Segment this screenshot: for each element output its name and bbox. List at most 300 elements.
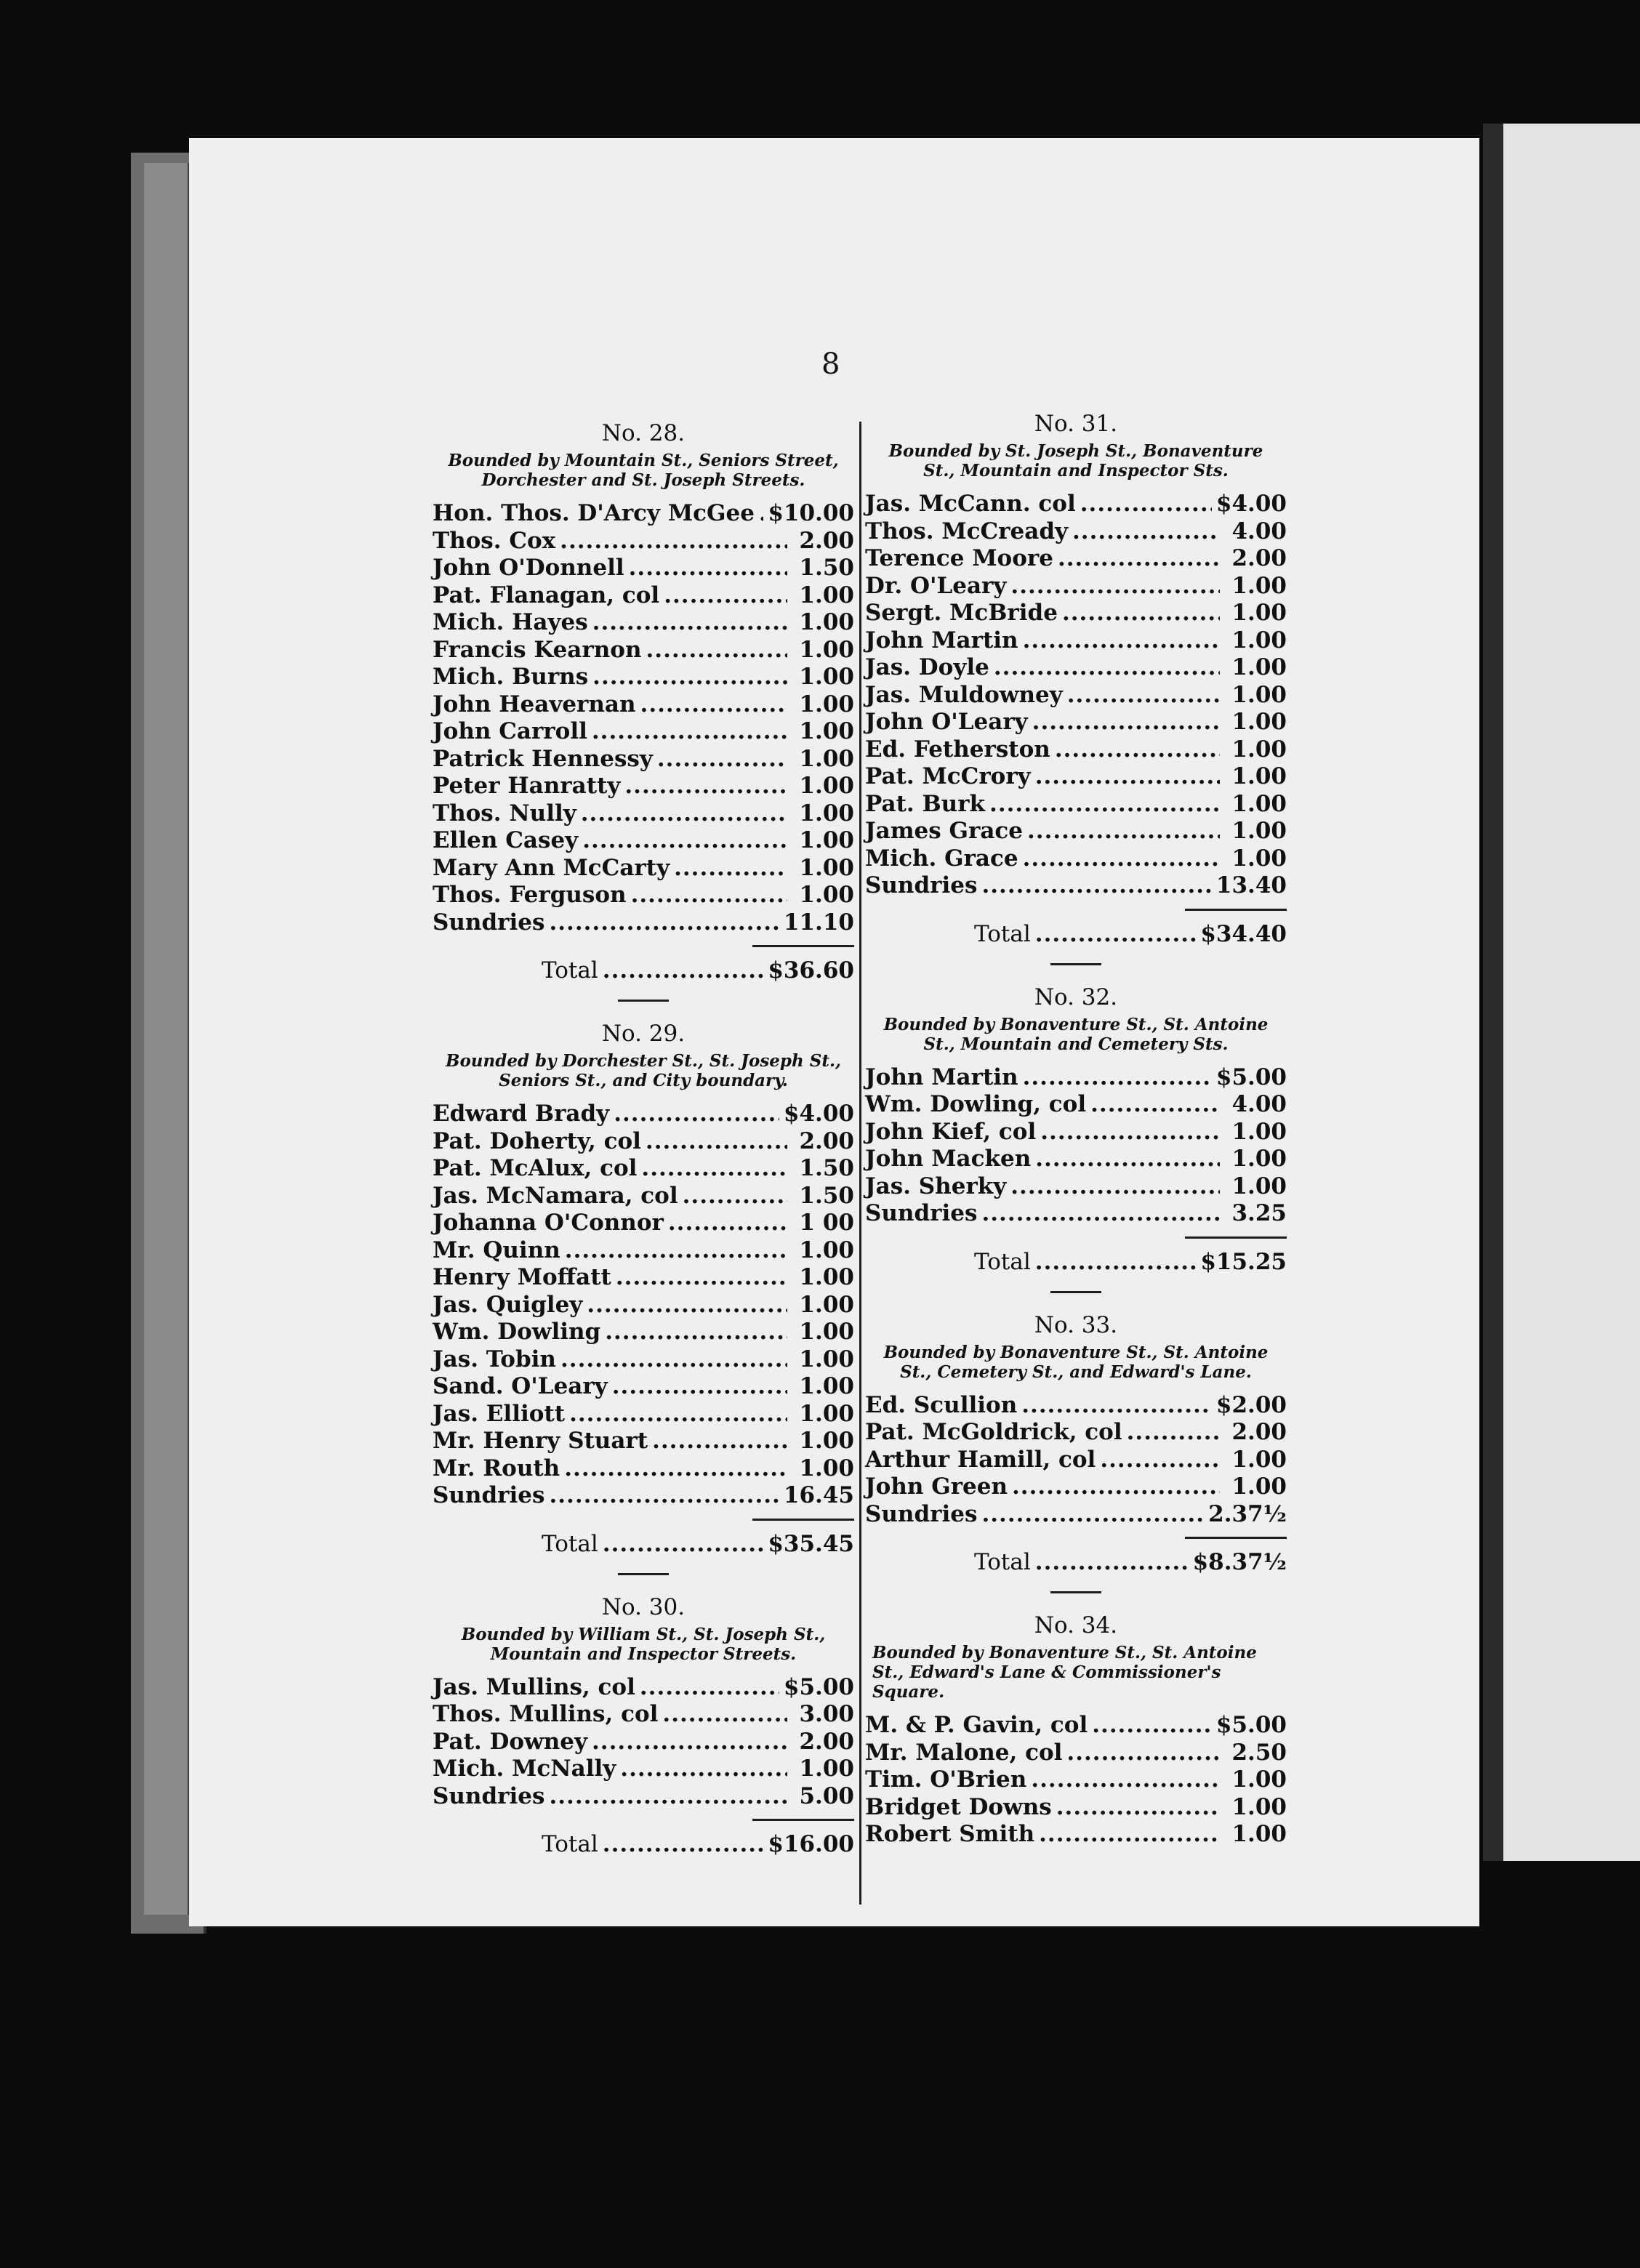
ward-number-heading: No. 28. [601, 420, 686, 446]
subscription-amount: 1.00 [1231, 627, 1287, 654]
subscription-entry [433, 1428, 854, 1455]
subscription-entry [433, 555, 854, 582]
subscription-amount: 1.00 [799, 854, 854, 881]
ward-total-amount: $15.25 [1200, 1248, 1287, 1275]
subscriber-name: Mich. Burns [433, 664, 589, 690]
ward-section [865, 1312, 1287, 1594]
subscription-entry [865, 1740, 1287, 1767]
subscription-amount: $4.00 [783, 1101, 854, 1127]
subscription-amount: 1.00 [799, 745, 854, 772]
dot-leader [662, 1701, 787, 1729]
subscription-entry [433, 855, 854, 882]
subscriber-name: Mr. Henry Stuart [433, 1428, 648, 1454]
subscriber-name: Jas. McNamara, col [433, 1182, 678, 1209]
total-rule [1185, 909, 1287, 911]
subscription-entry [865, 1119, 1287, 1146]
subscriber-name: Pat. McGoldrick, col [865, 1419, 1122, 1445]
dot-leader [587, 1292, 787, 1319]
subscriber-name: Sundries [433, 1782, 545, 1809]
right-column [865, 411, 1287, 1867]
subscription-amount: $5.00 [1215, 1712, 1287, 1738]
subscription-entry [433, 1373, 854, 1401]
subscriber-name: Sundries [433, 909, 545, 936]
dot-leader [629, 555, 787, 582]
subscription-amount: 16.45 [783, 1482, 854, 1508]
subscription-amount: 1.00 [1231, 1766, 1287, 1793]
subscription-entry [433, 773, 854, 800]
subscription-entry [865, 1501, 1287, 1529]
dot-leader [1035, 918, 1197, 950]
ward-total-amount: $34.40 [1200, 920, 1287, 947]
ward-boundary-description: Bounded by William St., St. Joseph St., Mountain and Inspector Streets. [461, 1624, 826, 1664]
total-rule [752, 1519, 854, 1521]
subscription-amount: 1.00 [1231, 1793, 1287, 1820]
dot-leader [592, 718, 787, 746]
book-gutter [1483, 124, 1503, 1861]
subscriber-name: John O'Leary [865, 709, 1028, 735]
total-label: Total [542, 1530, 598, 1557]
subscriber-name: Wm. Dowling [433, 1319, 601, 1345]
subscription-entry [433, 1264, 854, 1292]
subscriber-name: Ed. Fetherston [865, 736, 1050, 763]
subscription-entry [433, 718, 854, 746]
dot-leader [616, 1264, 787, 1292]
subscription-entry [865, 791, 1287, 819]
ward-boundary-description: Bounded by Dorchester St., St. Joseph St., Seniors St., and City boundary. [446, 1051, 841, 1090]
ward-section [865, 411, 1287, 965]
subscription-entry [433, 827, 854, 855]
subscription-amount: $4.00 [1215, 491, 1287, 517]
dot-leader [981, 872, 1211, 900]
ward-number-heading: No. 30. [601, 1593, 686, 1620]
subscription-entry [433, 1210, 854, 1237]
dot-leader [683, 1183, 787, 1210]
subscription-amount: $2.00 [1215, 1391, 1287, 1418]
ward-total-row [865, 1246, 1287, 1278]
subscriber-name: Wm. Dowling, col [865, 1091, 1087, 1117]
subscriber-name: Mich. Hayes [433, 609, 588, 635]
dot-leader [674, 855, 787, 882]
dot-leader [646, 637, 787, 664]
subscription-entry [865, 763, 1287, 791]
subscription-amount: 1.00 [799, 1428, 854, 1454]
ward-number-heading: No. 33. [1034, 1311, 1118, 1338]
subscription-amount: 1.00 [799, 609, 854, 635]
subscription-amount: 1.00 [799, 718, 854, 744]
dot-leader [1035, 1546, 1189, 1578]
subscriber-name: Jas. Mullins, col [433, 1673, 635, 1700]
subscription-amount: 13.40 [1215, 872, 1287, 898]
subscription-amount: 1.00 [1231, 1146, 1287, 1172]
subscriber-name: Sundries [865, 872, 978, 898]
subscriber-name: John Heavernan [433, 691, 636, 717]
total-label: Total [542, 957, 598, 984]
subscriber-name: Edward Brady [433, 1101, 610, 1127]
dot-leader [1035, 1146, 1220, 1173]
dot-leader [759, 500, 763, 528]
subscription-entry [433, 1674, 854, 1702]
subscription-entry [865, 573, 1287, 600]
subscriber-name: Robert Smith [865, 1821, 1035, 1847]
ward-total-row [865, 1546, 1287, 1578]
subscriber-name: Francis Kearnon [433, 636, 642, 663]
subscriber-name: Bridget Downs [865, 1793, 1052, 1820]
ward-section [433, 420, 854, 1002]
subscriber-name: Thos. Cox [433, 527, 556, 554]
ward-section [865, 1612, 1287, 1849]
subscriber-name: Pat. Downey [433, 1728, 587, 1755]
subscription-entry [433, 1237, 854, 1265]
dot-leader [664, 582, 787, 610]
subscription-entry [865, 1712, 1287, 1740]
ward-boundary-description: Bounded by Bonaventure St., St. Antoine St., Edward's Lane & Commissioner's Square. [872, 1643, 1257, 1702]
dot-leader [640, 691, 787, 719]
subscription-amount: 2.00 [1231, 1419, 1287, 1445]
subscription-amount: 1.00 [799, 773, 854, 799]
dot-leader [981, 1501, 1204, 1529]
subscriber-name: Jas. Sherky [865, 1173, 1007, 1199]
section-separator [1050, 963, 1101, 965]
page-number: 8 [821, 347, 840, 381]
subscription-entry [433, 1319, 854, 1346]
subscription-entry [865, 1766, 1287, 1794]
ward-total-amount: $36.60 [768, 957, 854, 984]
subscriber-name: Ellen Casey [433, 827, 579, 853]
dot-leader [1072, 518, 1220, 546]
dot-leader [1092, 1712, 1212, 1740]
subscription-amount: 1.00 [1231, 845, 1287, 872]
subscriber-name: Jas. Quigley [433, 1291, 583, 1318]
subscription-amount: 1.00 [799, 636, 854, 663]
subscription-amount: 1.00 [1231, 1821, 1287, 1847]
subscriber-name: Mich. McNally [433, 1756, 616, 1782]
subscriber-name: Arthur Hamill, col [865, 1446, 1096, 1473]
dot-leader [652, 1428, 787, 1455]
dot-leader [564, 1455, 787, 1483]
subscription-amount: 1.00 [1231, 600, 1287, 626]
subscription-entry [433, 637, 854, 664]
subscriber-name: M. & P. Gavin, col [865, 1712, 1088, 1738]
subscription-entry [865, 1821, 1287, 1849]
subscription-entry [433, 1729, 854, 1756]
subscriber-name: Mr. Malone, col [865, 1739, 1063, 1766]
ward-section [433, 1021, 854, 1575]
subscription-amount: $5.00 [783, 1673, 854, 1700]
subscriber-name: Thos. Ferguson [433, 882, 627, 908]
dot-leader [1012, 1473, 1220, 1501]
subscription-amount: 1.00 [1231, 654, 1287, 680]
subscription-entry [865, 627, 1287, 655]
subscriber-name: Sundries [865, 1200, 978, 1226]
subscription-amount: 1.00 [1231, 736, 1287, 763]
subscription-entry [865, 1419, 1287, 1447]
dot-leader [581, 800, 787, 828]
subscription-amount: 1.00 [1231, 790, 1287, 817]
subscriber-name: John O'Donnell [433, 555, 624, 581]
subscription-entry [865, 654, 1287, 682]
subscriber-name: Mary Ann McCarty [433, 854, 670, 881]
dot-leader [1023, 627, 1220, 655]
subscription-entry [433, 1128, 854, 1156]
subscription-amount: 1.00 [1231, 709, 1287, 735]
ward-total-row [433, 954, 854, 986]
dot-leader [989, 791, 1220, 819]
subscriber-name: Henry Moffatt [433, 1264, 611, 1290]
dot-leader [1100, 1447, 1220, 1474]
subscriber-name: Pat. McCrory [865, 763, 1031, 789]
subscriber-name: James Grace [865, 818, 1024, 844]
subscription-amount: 2.50 [1231, 1739, 1287, 1766]
dot-leader [1021, 1392, 1212, 1420]
dot-leader [1056, 1794, 1220, 1822]
subscription-amount: 1.00 [799, 582, 854, 608]
subscriber-name: Terence Moore [865, 545, 1053, 571]
dot-leader [549, 1482, 779, 1510]
dot-leader [560, 1346, 787, 1374]
dot-leader [1035, 1246, 1197, 1278]
subscriber-name: Mich. Grace [865, 845, 1018, 872]
subscription-amount: 1.00 [799, 691, 854, 717]
subscription-entry [433, 1455, 854, 1483]
ward-section [433, 1594, 854, 1861]
dot-leader [1035, 763, 1220, 791]
subscription-amount: 1.00 [1231, 763, 1287, 789]
subscription-entry [865, 545, 1287, 573]
subscription-amount: 1.00 [799, 1319, 854, 1345]
subscription-entry [433, 1701, 854, 1729]
subscription-entry [865, 1392, 1287, 1420]
subscription-entry [433, 528, 854, 555]
subscription-amount: 1.00 [799, 1346, 854, 1372]
dot-leader [1040, 1119, 1220, 1146]
dot-leader [1080, 491, 1212, 518]
dot-leader [624, 773, 787, 800]
subscriber-name: Jas. Muldowney [865, 681, 1063, 708]
section-separator [618, 1573, 669, 1575]
subscriber-name: Hon. Thos. D'Arcy McGee [433, 500, 755, 526]
ward-boundary-description: Bounded by Bonaventure St., St. Antoine St., Cemetery St., and Edward's Lane. [883, 1342, 1269, 1382]
subscriber-name: Mr. Quinn [433, 1236, 560, 1263]
subscription-entry [433, 609, 854, 637]
subscription-amount: 1.00 [799, 1373, 854, 1399]
dot-leader [620, 1756, 787, 1783]
subscriber-name: Sergt. McBride [865, 600, 1058, 626]
dot-leader [1027, 818, 1220, 845]
subscription-entry [433, 1292, 854, 1319]
dot-leader [603, 954, 764, 986]
subscription-amount: 1.50 [799, 1155, 854, 1181]
subscription-entry [433, 691, 854, 719]
subscription-amount: 1.50 [799, 1182, 854, 1209]
ward-number-heading: No. 34. [1034, 1612, 1118, 1638]
subscription-entry [433, 746, 854, 773]
ward-section [865, 984, 1287, 1293]
subscription-entry [433, 1155, 854, 1183]
total-rule [1185, 1537, 1287, 1539]
dot-leader [1127, 1419, 1220, 1447]
subscriber-name: Jas. Tobin [433, 1346, 556, 1372]
subscription-entry [865, 1794, 1287, 1822]
dot-leader [668, 1210, 787, 1237]
dot-leader [1090, 1091, 1220, 1119]
dot-leader [565, 1237, 787, 1265]
dot-leader [603, 1828, 764, 1860]
subscription-entry [865, 1064, 1287, 1092]
subscription-entry [433, 582, 854, 610]
subscription-amount: $5.00 [1215, 1063, 1287, 1090]
subscription-amount: 2.00 [799, 1127, 854, 1154]
dot-leader [1023, 845, 1220, 873]
subscription-entry [433, 664, 854, 691]
subscription-entry [865, 872, 1287, 900]
subscription-entry [865, 1091, 1287, 1119]
subscription-amount: 11.10 [783, 909, 854, 936]
subscriber-name: Patrick Hennessy [433, 745, 653, 772]
subscription-amount: 1.00 [799, 800, 854, 827]
subscription-entry [433, 1756, 854, 1783]
subscription-entry [433, 800, 854, 828]
subscription-amount: 1.00 [799, 1455, 854, 1481]
total-label: Total [542, 1831, 598, 1857]
dot-leader [1067, 682, 1220, 709]
subscription-entry [433, 882, 854, 909]
dot-leader [981, 1200, 1220, 1228]
dot-leader [549, 909, 779, 937]
subscription-entry [865, 1447, 1287, 1474]
dot-leader [657, 746, 787, 773]
dot-leader [641, 1155, 787, 1183]
total-rule [1185, 1236, 1287, 1239]
subscription-entry [433, 1346, 854, 1374]
subscription-amount: 1.00 [1231, 1446, 1287, 1473]
dot-leader [614, 1101, 779, 1128]
dot-leader [640, 1674, 779, 1702]
subscription-amount: 1.00 [1231, 1173, 1287, 1199]
total-label: Total [974, 920, 1031, 947]
subscription-entry [433, 1101, 854, 1128]
subscription-amount: 4.00 [1231, 518, 1287, 544]
section-separator [1050, 1291, 1101, 1293]
dot-leader [1039, 1821, 1220, 1849]
subscriber-name: Dr. O'Leary [865, 572, 1007, 599]
subscriber-name: Thos. Mullins, col [433, 1701, 659, 1727]
subscriber-name: John Carroll [433, 718, 587, 744]
subscription-entry [433, 1482, 854, 1510]
ward-total-row [865, 918, 1287, 950]
dot-leader [592, 1729, 787, 1756]
subscription-amount: 2.00 [799, 1728, 854, 1755]
subscription-entry [865, 818, 1287, 845]
subscription-amount: 1.00 [799, 1236, 854, 1263]
ward-number-heading: No. 32. [1034, 984, 1118, 1010]
subscriber-name: Mr. Routh [433, 1455, 560, 1481]
subscription-entry [865, 600, 1287, 627]
subscriber-name: Sundries [865, 1500, 978, 1527]
subscription-amount: 1.00 [799, 1264, 854, 1290]
dot-leader [560, 528, 787, 555]
dot-leader [1066, 1740, 1220, 1767]
subscription-amount: 1 00 [799, 1210, 854, 1236]
dot-leader [1055, 736, 1220, 764]
dot-leader [1010, 573, 1220, 600]
dot-leader [592, 664, 787, 691]
subscription-entry [433, 1783, 854, 1811]
subscription-entry [865, 682, 1287, 709]
subscriber-name: John Green [865, 1473, 1008, 1500]
subscriber-name: John Kief, col [865, 1118, 1037, 1145]
subscriber-name: John Macken [865, 1146, 1032, 1172]
dot-leader [605, 1319, 787, 1346]
subscriber-name: John Martin [865, 627, 1018, 654]
subscriber-name: Pat. Burk [865, 790, 986, 817]
dot-leader [1058, 545, 1220, 573]
subscriber-name: Thos. Nully [433, 800, 576, 827]
subscription-amount: 1.00 [799, 1291, 854, 1318]
subscriber-name: Thos. McCready [865, 518, 1069, 544]
dot-leader [1032, 709, 1220, 736]
subscription-amount: 3.00 [799, 1701, 854, 1727]
left-column [433, 420, 854, 1879]
subscription-amount: 2.00 [799, 527, 854, 554]
subscription-entry [865, 518, 1287, 546]
subscription-entry [433, 500, 854, 528]
subscriber-name: Pat. Flanagan, col [433, 582, 660, 608]
subscription-entry [865, 1146, 1287, 1173]
dot-leader [646, 1128, 787, 1156]
subscription-amount: 4.00 [1231, 1091, 1287, 1117]
subscription-entry [865, 845, 1287, 873]
ward-total-row [433, 1828, 854, 1860]
subscriber-name: Jas. Elliott [433, 1400, 566, 1427]
total-label: Total [974, 1248, 1031, 1275]
subscription-amount: 5.00 [799, 1782, 854, 1809]
ward-number-heading: No. 29. [601, 1021, 686, 1047]
subscription-amount: 1.50 [799, 555, 854, 581]
ward-total-amount: $8.37½ [1192, 1549, 1287, 1575]
subscription-entry [865, 736, 1287, 764]
subscriber-name: Ed. Scullion [865, 1391, 1018, 1418]
subscription-amount: 1.00 [799, 1400, 854, 1427]
dot-leader [549, 1783, 787, 1811]
total-label: Total [974, 1549, 1031, 1575]
subscription-entry [865, 1173, 1287, 1201]
subscriber-name: Peter Hanratty [433, 773, 621, 799]
subscriber-name: Tim. O'Brien [865, 1766, 1027, 1793]
dot-leader [569, 1401, 787, 1428]
ward-total-row [433, 1528, 854, 1560]
dot-leader [1010, 1173, 1220, 1201]
subscription-amount: $10.00 [768, 500, 854, 526]
subscription-amount: 1.00 [799, 664, 854, 690]
subscription-amount: 1.00 [1231, 818, 1287, 844]
subscription-entry [865, 491, 1287, 518]
subscription-entry [433, 1183, 854, 1210]
dot-leader [1023, 1064, 1212, 1092]
subscription-amount: 2.37½ [1208, 1500, 1287, 1527]
subscriber-name: John Martin [865, 1063, 1018, 1090]
subscriber-name: Jas. Doyle [865, 654, 989, 680]
subscription-amount: 3.25 [1231, 1200, 1287, 1226]
dot-leader [631, 882, 787, 909]
dot-leader [592, 609, 787, 637]
section-separator [618, 1000, 669, 1002]
page-bevel [144, 163, 190, 1915]
subscriber-name: Pat. Doherty, col [433, 1127, 641, 1154]
subscription-amount: 1.00 [799, 1756, 854, 1782]
dot-leader [582, 827, 787, 855]
subscription-entry [865, 1473, 1287, 1501]
total-rule [752, 1819, 854, 1821]
